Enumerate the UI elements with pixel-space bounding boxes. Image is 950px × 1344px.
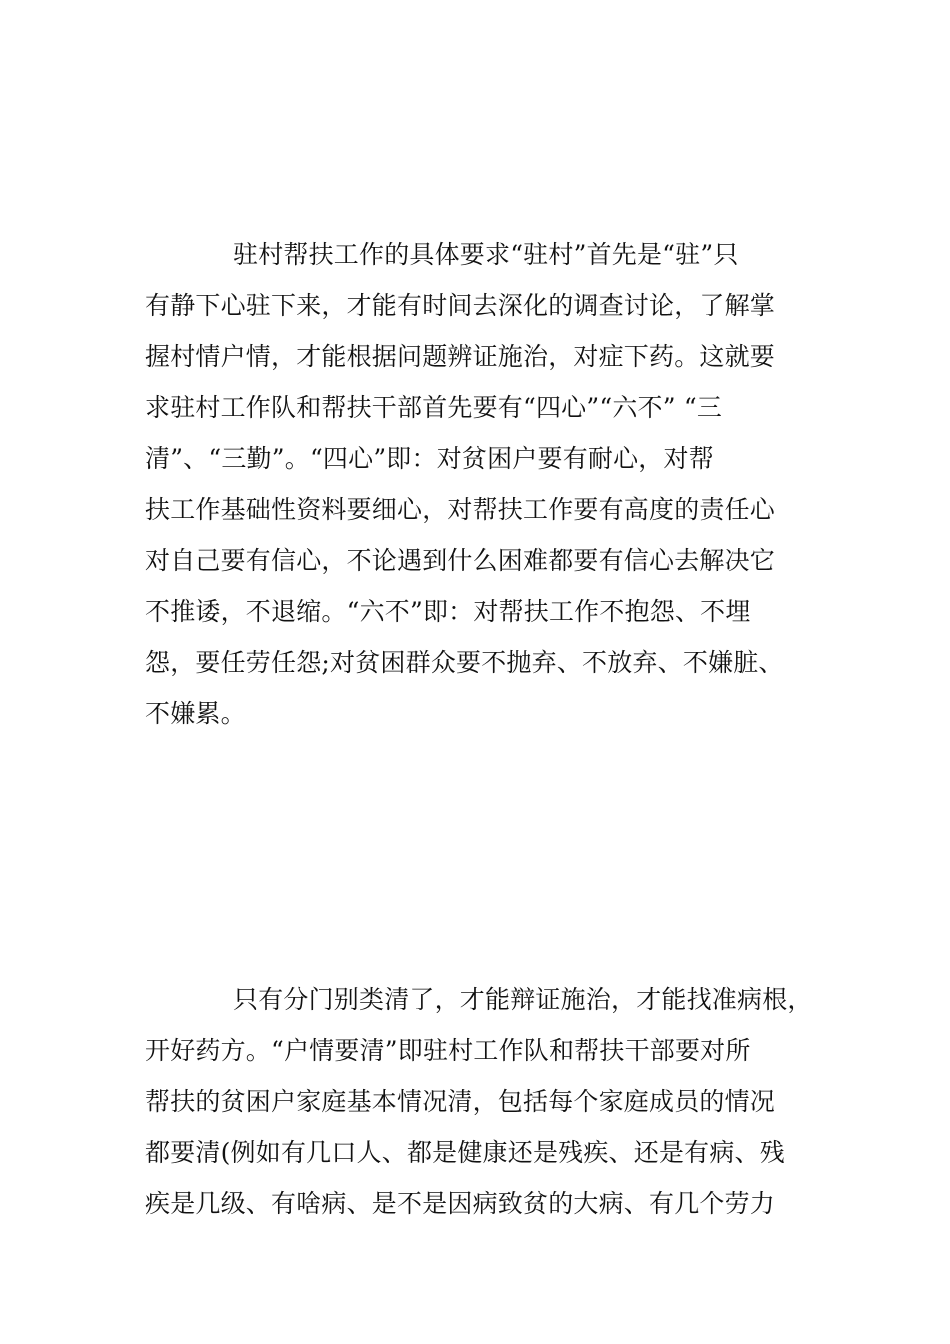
paragraph-line: 握村情户情，才能根据问题辨证施治，对症下药。这就要 xyxy=(145,342,776,371)
paragraph-line: 清”、“三勤”。“四心”即：对贫困户要有耐心，对帮 xyxy=(145,444,714,473)
paragraph-line: 帮扶的贫困户家庭基本情况清，包括每个家庭成员的情况 xyxy=(145,1087,776,1116)
paragraph-line: 只有分门别类清了，才能辩证施治，才能找准病根， xyxy=(233,985,813,1014)
paragraph-1 xyxy=(145,229,815,739)
paragraph-line: 求驻村工作队和帮扶干部首先要有“四心”“六不” “三 xyxy=(145,393,723,422)
paragraph-line: 怨，要任劳任怨;对贫困群众要不抛弃、不放弃、不嫌脏、 xyxy=(145,648,784,677)
paragraph-line: 都要清(例如有几口人、都是健康还是残疾、还是有病、残 xyxy=(145,1138,785,1167)
paragraph-line: 开好药方。“户情要清”即驻村工作队和帮扶干部要对所 xyxy=(145,1036,751,1065)
paragraph-line: 驻村帮扶工作的具体要求“驻村”首先是“驻”只 xyxy=(233,240,739,269)
paragraph-2 xyxy=(145,974,815,1229)
paragraph-line: 疾是几级、有啥病、是不是因病致贫的大病、有几个劳力 xyxy=(145,1189,776,1218)
paragraph-line: 有静下心驻下来，才能有时间去深化的调查讨论，了解掌 xyxy=(145,291,776,320)
paragraph-line: 不推诿，不退缩。“六不”即：对帮扶工作不抱怨、不埋 xyxy=(145,597,751,626)
paragraph-line: 扶工作基础性资料要细心，对帮扶工作要有高度的责任心 xyxy=(145,495,776,524)
paragraph-line: 不嫌累。 xyxy=(145,699,246,728)
paragraph-line: 对自己要有信心，不论遇到什么困难都要有信心去解决它 xyxy=(145,546,776,575)
